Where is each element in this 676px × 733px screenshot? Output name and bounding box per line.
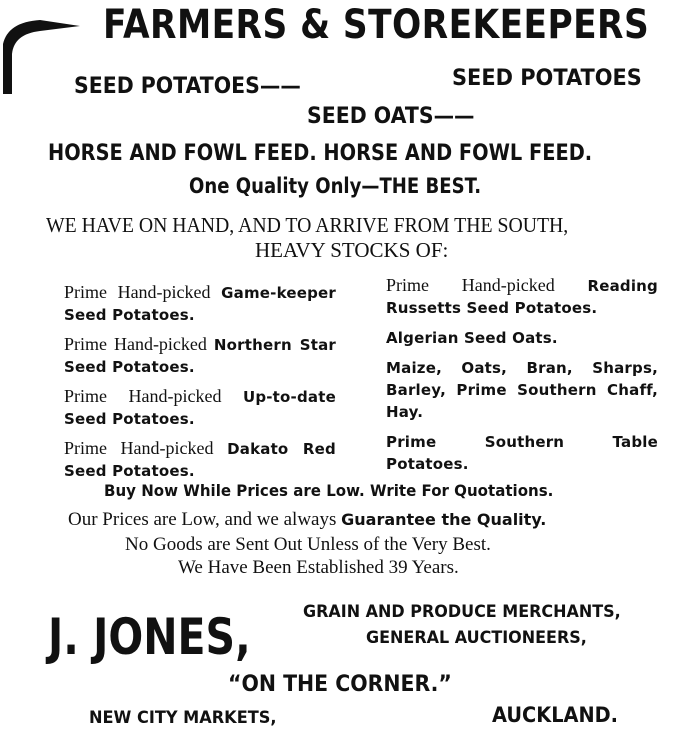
stock-item: Maize, Oats, Bran, Sharps, Barley, Prime Southern Chaff, Hay. — [386, 359, 658, 421]
stock-item: Prime Southern Table Potatoes. — [386, 433, 658, 473]
feed-line: HORSE AND FOWL FEED. HORSE AND FOWL FEED. — [48, 141, 593, 166]
headline: FARMERS & STOREKEEPERS — [103, 2, 650, 48]
merchant-role-1: GRAIN AND PRODUCE MERCHANTS, — [303, 602, 621, 622]
stock-list-right — [386, 275, 658, 483]
seed-potatoes-left: SEED POTATOES—— — [74, 74, 301, 99]
established-line: We Have Been Established 39 Years. — [178, 557, 459, 578]
stock-item: Algerian Seed Oats. — [386, 329, 558, 347]
intro-line-1: WE HAVE ON HAND, AND TO ARRIVE FROM THE SOUTH, — [46, 213, 569, 237]
buy-now-line: Buy Now While Prices are Low. Write For Quotations. — [104, 481, 554, 500]
stock-item: Prime Hand-picked Game-keeper Seed Potatoes. — [64, 282, 336, 324]
address-left: NEW CITY MARKETS, — [89, 708, 277, 728]
merchant-role-2: GENERAL AUCTIONEERS, — [366, 628, 587, 648]
stock-item: Prime Hand-picked Reading Russetts Seed Potatoes. — [386, 275, 658, 317]
intro-line-2: HEAVY STOCKS OF: — [255, 238, 449, 262]
seed-oats: SEED OATS—— — [307, 104, 475, 129]
prices-plain: Our Prices are Low, and we always — [68, 509, 342, 530]
goods-line: No Goods are Sent Out Unless of the Very Best. — [125, 534, 491, 555]
stock-list-left — [64, 282, 336, 490]
seed-potatoes-right: SEED POTATOES — [452, 66, 642, 91]
stock-item: Prime Hand-picked Northern Star Seed Potatoes. — [64, 334, 336, 376]
prices-bold: Guarantee the Quality. — [341, 510, 547, 529]
stock-item: Prime Hand-picked Dakato Red Seed Potatoes. — [64, 438, 336, 480]
stock-item: Prime Hand-picked Up-to-date Seed Potatoes. — [64, 386, 336, 428]
address-right: AUCKLAND. — [492, 703, 619, 727]
quality-line: One Quality Only—THE BEST. — [189, 174, 482, 198]
prices-line — [68, 509, 546, 531]
slogan: “ON THE CORNER.” — [228, 672, 452, 697]
merchant-name: J. JONES, — [48, 608, 251, 666]
